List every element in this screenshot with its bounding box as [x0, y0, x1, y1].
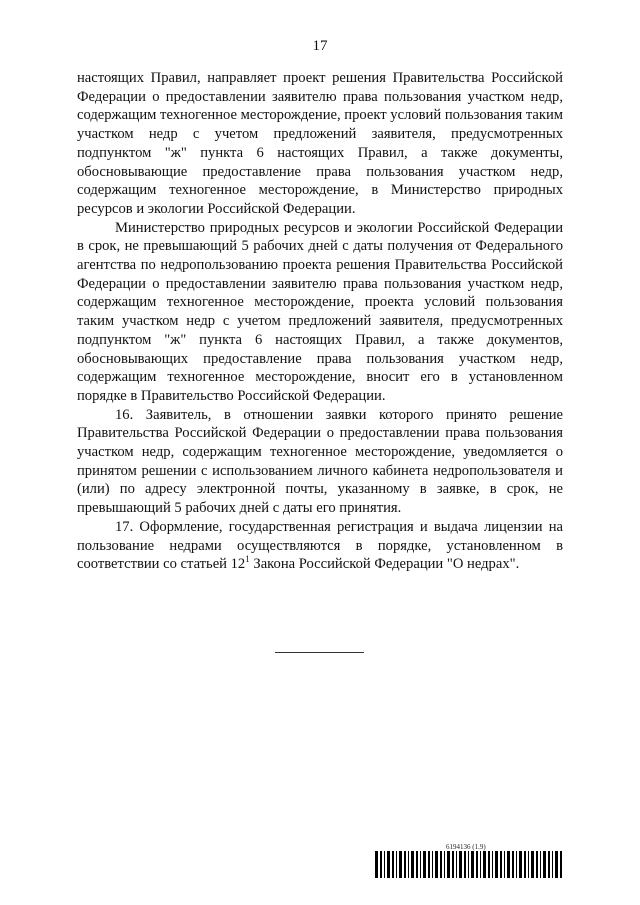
barcode: [375, 851, 563, 878]
article-superscript: 1: [245, 554, 250, 565]
paragraph-16: 16. Заявитель, в отношении заявки которого принято решение Правительства Российской Федерации о предоставлении права пользования участком недр, содержащим техногенное месторождение, уведомляется о принятом решении с использованием личного кабинета недропользователя и (или) по адресу электронной почты, указанному в заявке, в срок, не превышающий 5 рабочих дней с даты его принятия.: [77, 406, 563, 517]
barcode-caption: 6194136 (1.9): [446, 843, 486, 851]
page-number: 17: [312, 38, 328, 54]
paragraph-17-text: 17. Оформление, государственная регистрация и выдача лицензии на пользование недрами осуществляются в порядке, установленном в соответствии со статьей 12: [77, 518, 563, 573]
paragraph-17: [77, 518, 563, 574]
paragraph-17-tail: Закона Российской Федерации "О недрах".: [249, 556, 520, 573]
paragraph-continuation: настоящих Правил, направляет проект решения Правительства Российской Федерации о предоставлении заявителю права пользования участком недр, содержащим техногенное месторождение, проект условий пользования таким участком недр с учетом предложений заявителя, предусмотренных подпунктом "ж" пункта 6 настоящих Правил, а также документы, обосновывающие предоставление права пользования участком недр, содержащим техногенное месторождение, в Министерство природных ресурсов и экологии Российской Федерации.: [77, 70, 563, 217]
document-body: [77, 69, 563, 574]
end-separator-line: [275, 652, 364, 653]
paragraph-ministry: Министерство природных ресурсов и экологии Российской Федерации в срок, не превышающий 5 рабочих дней с даты получения от Федерального агентства по недропользованию проекта решения Правительства Российской Федерации о предоставлении заявителю права пользования участком недр, содержащим техногенное месторождение, проекта условий пользования таким участком недр с учетом предложений заявителя, предусмотренных подпунктом "ж" пункта 6 настоящих Правил, а также документов, обосновывающих предоставление права пользования участком недр, содержащим техногенное месторождение, вносит его в установленном порядке в Правительство Российской Федерации.: [77, 219, 563, 404]
